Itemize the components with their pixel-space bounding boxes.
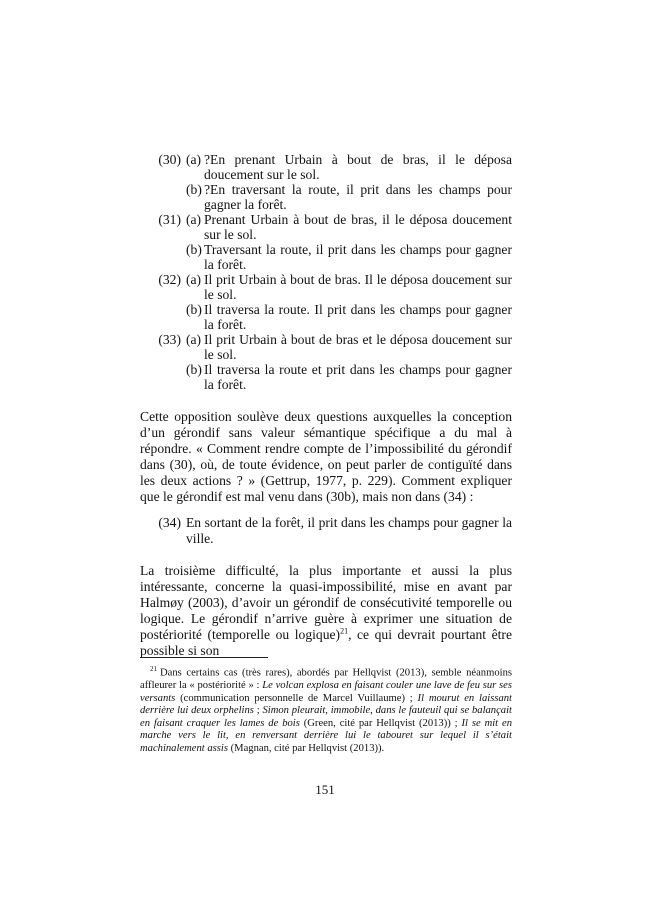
example-item	[186, 152, 512, 182]
item-label: (a)	[186, 272, 202, 287]
footnote-example: Il se mit en marche vers le lit, en renversant derrière lui le tabouret sur lequel il s’était machinalement assis	[140, 717, 513, 754]
item-label: (b)	[186, 242, 202, 257]
item-label: (a)	[186, 152, 202, 167]
example-number: (34)	[158, 515, 181, 530]
item-text: Traversant la route, il prit dans les champs pour gagner la forêt.	[204, 242, 512, 272]
footnote-number: 21	[150, 665, 157, 673]
example-item	[186, 302, 512, 332]
item-label: (a)	[186, 212, 202, 227]
example-33	[140, 332, 512, 392]
footnote-text: (communication personnelle de Marcel Vuillaume) ;	[175, 692, 418, 704]
example-item	[186, 362, 512, 392]
example-30	[140, 152, 512, 212]
footnote-21	[140, 663, 512, 755]
example-number: (31)	[158, 212, 181, 227]
item-label: (b)	[186, 302, 202, 317]
example-list	[140, 152, 512, 392]
example-34	[140, 515, 512, 547]
example-item	[186, 332, 512, 362]
example-number: (30)	[158, 152, 181, 167]
item-text: Il traversa la route et prit dans les champs pour gagner la forêt.	[204, 362, 512, 392]
item-text: Il prit Urbain à bout de bras. Il le déposa doucement sur le sol.	[204, 272, 512, 302]
paragraph-text	[140, 563, 512, 659]
paragraph-text-end: , ce qui devrait pourtant être possible si son	[140, 627, 512, 658]
example-item	[186, 182, 512, 212]
example-31	[140, 212, 512, 272]
page-number: 151	[315, 782, 335, 797]
example-text: En sortant de la forêt, il prit dans les champs pour gagner la ville.	[186, 515, 512, 546]
footnote-text: (Magnan, cité par Hellqvist (2013)).	[227, 742, 385, 754]
paragraph-1	[140, 409, 512, 505]
item-label: (b)	[186, 182, 202, 197]
item-text: Il traversa la route. Il prit dans les champs pour gagner la forêt.	[204, 302, 512, 332]
example-item	[186, 212, 512, 242]
item-label: (b)	[186, 362, 202, 377]
item-text: ?En prenant Urbain à bout de bras, il le déposa doucement sur le sol.	[204, 152, 512, 182]
item-label: (a)	[186, 332, 202, 347]
footnote-text: (Green, cité par Hellqvist (2013)) ;	[299, 717, 462, 729]
paragraph-text: Cette opposition soulève deux questions auxquelles la conception d’un gérondif sans valeur sémantique spécifique a du mal à répondre. « Comment rendre compte de l’impossibilité du gérondif dans (30), où, de toute évidence, on peut parler de contiguïté dans les deux actions ? » (Gettrup, 1977, p. 229). Comment expliquer que le gérondif est mal venu dans (30b), mais non dans (34) :	[140, 409, 512, 504]
example-number: (32)	[158, 272, 181, 287]
item-text: Prenant Urbain à bout de bras, il le déposa doucement sur le sol.	[204, 212, 512, 242]
example-32	[140, 272, 512, 332]
example-item	[186, 272, 512, 302]
example-number: (33)	[158, 332, 181, 347]
footnote-example: Il mourut en laissant derrière lui deux orphelins	[140, 692, 512, 717]
footnote-text: ;	[253, 705, 263, 717]
paragraph-2	[140, 563, 512, 659]
footnote-example: Le volcan explosa en faisant couler une lave de feu sur ses versants	[140, 680, 512, 704]
item-text: ?En traversant la route, il prit dans les champs pour gagner la forêt.	[204, 182, 512, 212]
footnote-example: Simon pleurait, immobile, dans le fauteuil qui se balançait en faisant craquer les lames de bois	[140, 705, 512, 729]
footnote-reference[interactable]: 21	[340, 626, 349, 636]
example-item	[186, 242, 512, 272]
item-text: Il prit Urbain à bout de bras et le déposa doucement sur le sol.	[204, 332, 512, 362]
footnote-separator	[140, 657, 268, 658]
paragraph-text-start: La troisième difficulté, la plus importante et aussi la plus intéressante, concerne la quasi-impossibilité, mise en avant par Halmøy (2003), d’avoir un gérondif de consécutivité temporelle ou logique. Le gérondif n’arrive guère à exprimer une situation de postériorité (temporelle ou logique)	[140, 563, 512, 642]
footnote-text: Dans certains cas (très rares), abordés par Hellqvist (2013), semble néanmoins affleurer la « postériorité » :	[140, 667, 512, 692]
